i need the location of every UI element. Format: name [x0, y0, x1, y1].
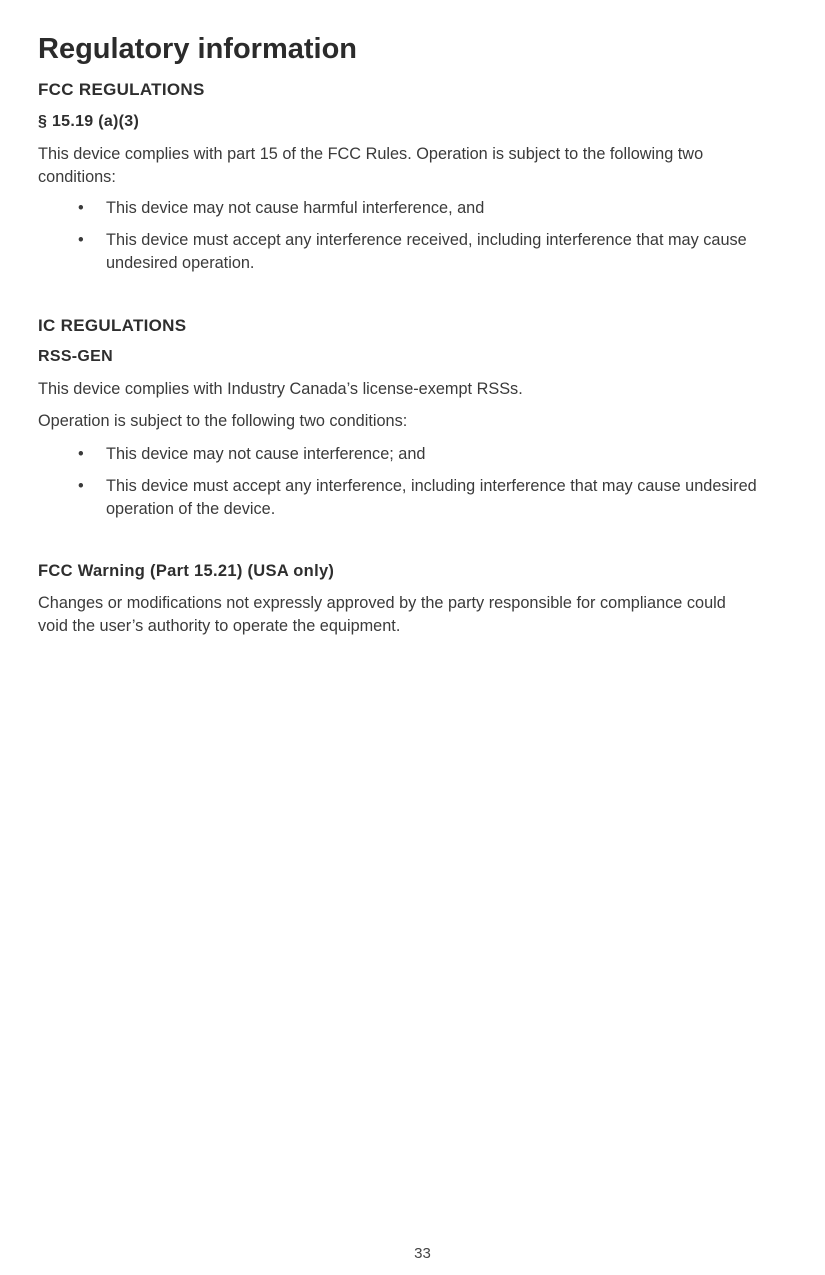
fcc-warning-text: Changes or modifications not expressly approved by the party responsible for compliance could void the user’s authority to operate the equipment. — [38, 594, 726, 635]
fcc-bullet-list — [38, 197, 796, 284]
fcc-warning-heading: FCC Warning (Part 15.21) (USA only) — [38, 562, 335, 580]
bullet-icon: • — [78, 199, 84, 217]
list-item: • This device may not cause harmful interference, and — [38, 197, 796, 220]
list-item: • This device must accept any interference, including interference that may cause undesired operation of the device. — [78, 477, 757, 518]
page-number: 33 — [414, 1245, 431, 1262]
ic-paragraph-2: Operation is subject to the following two conditions: — [38, 412, 408, 430]
bullet-icon: • — [78, 231, 84, 249]
bullet-icon: • — [78, 477, 84, 495]
fcc-subheading: § 15.19 (a)(3) — [38, 113, 140, 130]
ic-heading: IC REGULATIONS — [38, 316, 187, 335]
ic-bullet-list — [38, 443, 796, 530]
page-title: Regulatory information — [38, 33, 358, 65]
ic-paragraph-1: This device complies with Industry Canada’s license-exempt RSSs. — [38, 380, 523, 398]
list-item: • This device may not cause interference; and — [38, 443, 796, 466]
fcc-heading: FCC REGULATIONS — [38, 80, 205, 99]
fcc-intro: This device complies with part 15 of the FCC Rules. Operation is subject to the following two conditions: — [38, 145, 704, 186]
ic-subheading: RSS-GEN — [38, 348, 113, 365]
bullet-icon: • — [78, 445, 84, 463]
list-item: • This device must accept any interference received, including interference that may cause undesired operation. — [78, 231, 747, 272]
